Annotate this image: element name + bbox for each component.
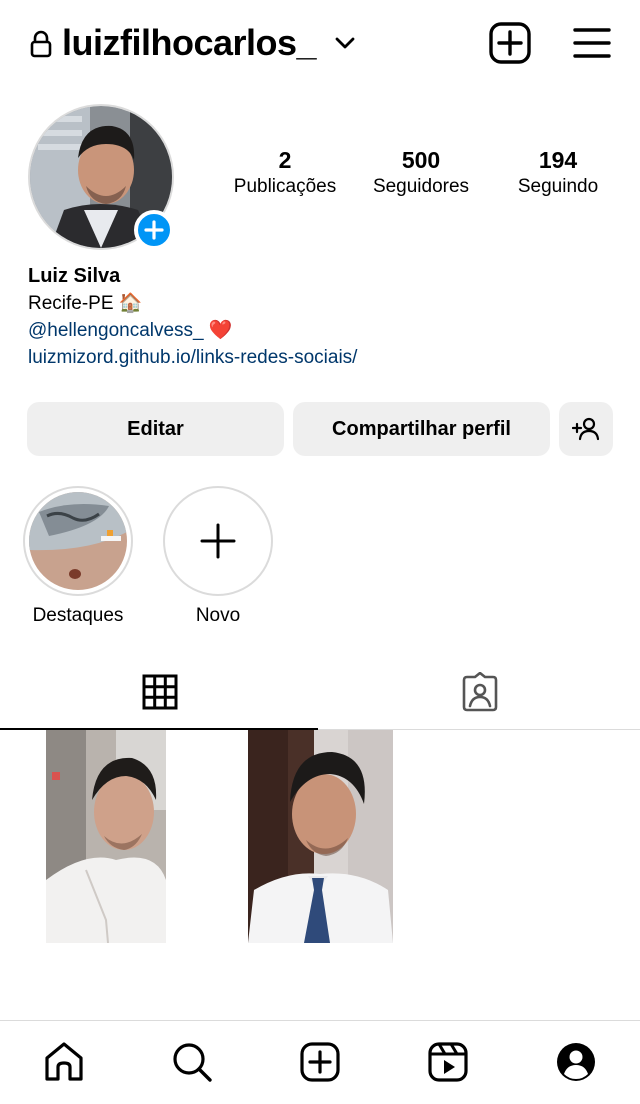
profile-name: Luiz Silva (28, 265, 121, 287)
discover-people-button[interactable] (559, 402, 613, 456)
share-profile-button[interactable]: Compartilhar perfil (293, 402, 550, 456)
highlight-cover[interactable] (23, 486, 133, 596)
heart-emoji: ❤️ (208, 320, 233, 341)
lock-icon (30, 30, 52, 58)
profile-mention-link[interactable]: @hellengoncalvess_ (28, 320, 204, 341)
add-square-icon[interactable] (489, 22, 531, 64)
grid-icon (142, 674, 178, 710)
post-thumbnail[interactable] (46, 730, 166, 943)
reels-icon[interactable] (427, 1041, 469, 1083)
stat-following[interactable] (498, 146, 618, 200)
house-emoji: 🏠 (118, 293, 143, 314)
top-bar (0, 0, 640, 90)
plus-icon (198, 521, 238, 561)
add-person-icon (572, 417, 600, 441)
stat-followers-count: 500 (401, 147, 441, 173)
profile-avatar[interactable] (28, 104, 174, 250)
add-story-icon[interactable] (134, 210, 174, 250)
highlight-destaques[interactable] (23, 486, 133, 628)
menu-icon[interactable] (572, 26, 612, 60)
profile-tabs (0, 660, 640, 730)
bottom-navigation (0, 1020, 640, 1104)
profile-username[interactable]: luizfilhocarlos_ (62, 22, 317, 63)
stat-following-count: 194 (538, 147, 578, 173)
profile-bio (28, 262, 357, 371)
highlight-new[interactable] (163, 486, 273, 628)
tab-posts-grid[interactable] (0, 660, 318, 730)
chevron-down-icon[interactable] (334, 34, 356, 52)
stat-followers-label: Seguidores (372, 176, 470, 197)
tagged-person-icon (460, 672, 500, 712)
stat-following-label: Seguindo (517, 176, 599, 197)
new-highlight-button[interactable] (163, 486, 273, 596)
profile-icon[interactable] (555, 1041, 597, 1083)
profile-mention-line (28, 317, 357, 344)
profile-location (28, 290, 357, 317)
search-icon[interactable] (171, 1041, 213, 1083)
stat-posts-label: Publicações (233, 176, 337, 197)
post-thumbnail[interactable] (248, 730, 393, 943)
stat-followers[interactable] (358, 146, 484, 200)
highlight-label: Novo (195, 605, 241, 626)
location-text: Recife-PE (28, 293, 114, 314)
stat-posts[interactable] (218, 146, 352, 200)
highlight-label: Destaques (32, 605, 124, 626)
edit-profile-button[interactable]: Editar (27, 402, 284, 456)
profile-website-link[interactable]: luizmizord.github.io/links-redes-sociais/ (28, 347, 358, 368)
create-post-icon[interactable] (299, 1041, 341, 1083)
tab-tagged[interactable] (320, 660, 640, 730)
home-icon[interactable] (43, 1041, 85, 1083)
stat-posts-count: 2 (278, 147, 292, 173)
